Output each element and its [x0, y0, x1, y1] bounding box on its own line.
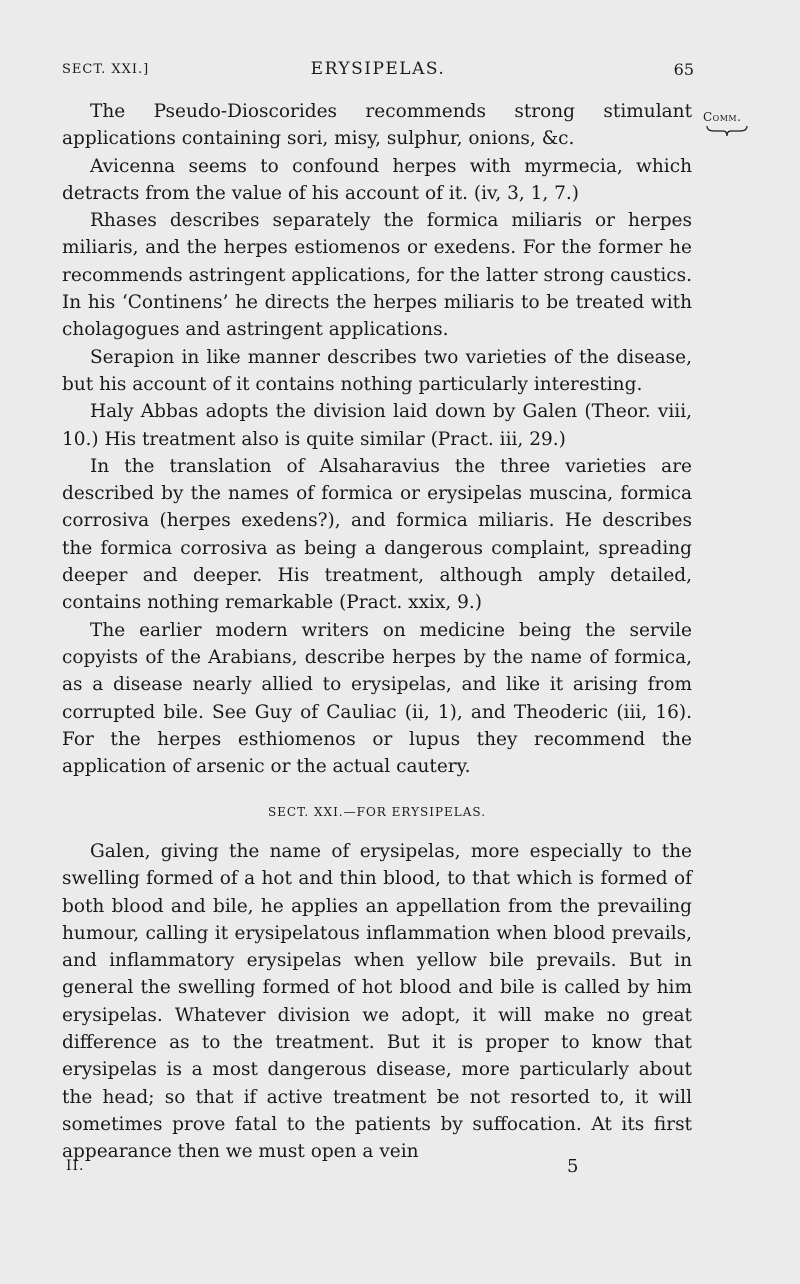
margin-note: Comm. [703, 110, 742, 124]
paragraph-rhases: Rhases describes separately the formica miliaris or herpes miliaris, and the herpes estiomenos or exedens. For the former he recommends astringent applications, for the latter strong caustics. In his ‘Continens’ he directs the herpes miliaris to be treated with cholagogues and astringent applications. [62, 210, 692, 341]
paragraph-modern-writers: The earlier modern writers on medicine being the servile copyists of the Arabians, describe herpes by the name of formica, as a disease nearly allied to erysipelas, and like it arising from corrupted bile. See Guy of Cauliac (ii, 1), and Theoderic (iii, 16). For the herpes esthiomenos or lupus they recommend the application of arsenic or the actual cautery. [62, 619, 692, 778]
footer-volume: II. [66, 1158, 85, 1174]
section-body-text [62, 838, 692, 1166]
paragraph-serapion: Serapion in like manner describes two varieties of the disease, but his account of it contains nothing particularly interesting. [62, 346, 692, 395]
header-section-ref: SECT. XXI.] [62, 62, 150, 77]
paragraph-galen: Galen, giving the name of erysipelas, more especially to the swelling formed of a hot and thin blood, to that which is formed of both blood and bile, he applies an appellation from the prevailing humour, calling it erysipelatous inflammation when blood prevails, and inflammatory erysipelas when yellow bile prevails. But in general the swelling formed of hot blood and bile is called by him erysipelas. Whatever division we adopt, it will make no great difference as to the treatment. But it is proper to know that erysipelas is a most dangerous disease, more particularly about the head; so that if active treatment be not resorted to, it will sometimes prove fatal to the patients by suffocation. At its first appearance then we must open a vein [62, 841, 692, 1163]
running-header [62, 59, 694, 86]
page-footer [62, 1156, 694, 1180]
footer-signature: 5 [567, 1156, 579, 1177]
paragraph-avicenna: Avicenna seems to confound herpes with myrmecia, which detracts from the value of his account of it. (iv, 3, 1, 7.) [62, 155, 692, 204]
header-page-number: 65 [673, 60, 694, 79]
paragraph-alsaharavius: In the translation of Alsaharavius the three varieties are described by the names of formica or erysipelas muscina, formica corrosiva (herpes exedens?), and formica miliaris. He describes the formica corrosiva as being a dangerous complaint, spreading deeper and deeper. His treatment, although amply detailed, contains nothing remarkable (Pract. xxix, 9.) [62, 455, 692, 614]
paragraph-haly-abbas: Haly Abbas adopts the division laid down by Galen (Theor. viii, 10.) His treatment also is quite similar (Pract. iii, 29.) [62, 401, 692, 450]
margin-brace-icon [706, 124, 748, 138]
body-text [62, 98, 692, 780]
paragraph-pseudo-dioscorides: The Pseudo-Dioscorides recommends strong stimulant applications containing sori, misy, sulphur, onions, &c. [62, 101, 692, 150]
section-heading: SECT. XXI.—FOR ERYSIPELAS. [267, 805, 487, 819]
header-running-title: ERYSIPELAS. [310, 59, 446, 79]
